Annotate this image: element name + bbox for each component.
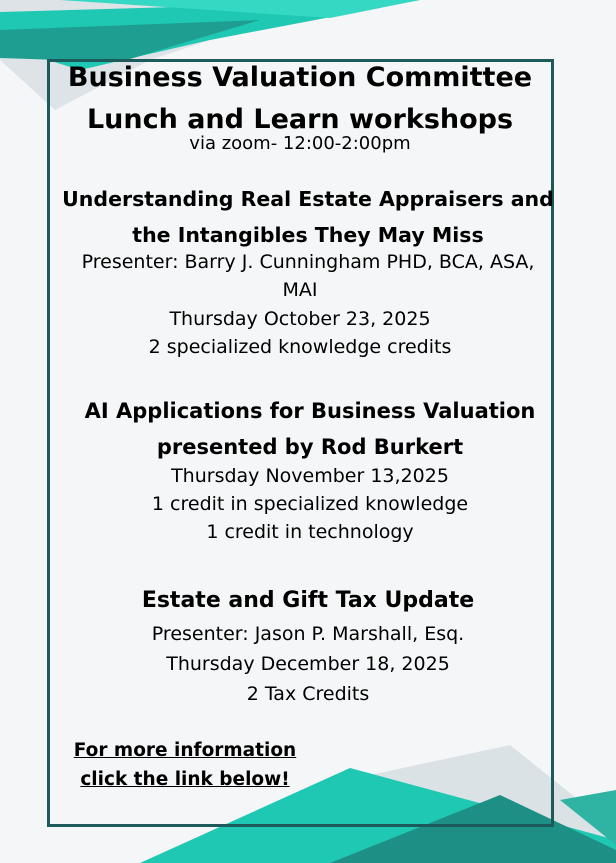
session-3-date: Thursday December 18, 2025 [166, 653, 450, 675]
session-1-date: Thursday October 23, 2025 [169, 308, 431, 330]
title-line-1: Business Valuation Committee [67, 62, 533, 93]
session-1-title [38, 181, 578, 253]
session-1-credits: 2 specialized knowledge credits [148, 336, 452, 358]
session-1-title-line-1: Understanding Real Estate Appraisers and [62, 187, 554, 211]
session-1-presenter-cont: MAI [282, 279, 318, 301]
session-1-presenter: Presenter: Barry J. Cunningham PHD, BCA, ASA, [81, 251, 535, 273]
session-2-credit-1: 1 credit in specialized knowledge [151, 493, 469, 515]
session-3-credits: 2 Tax Credits [246, 683, 370, 705]
session-3-title: Estate and Gift Tax Update [141, 588, 475, 613]
session-3-presenter: Presenter: Jason P. Marshall, Esq. [151, 623, 465, 645]
session-2-title-line-2: presented by Rod Burkert [156, 435, 464, 459]
session-2-title-line-1: AI Applications for Business Valuation [84, 399, 536, 423]
page-title [0, 57, 600, 141]
session-2-date: Thursday November 13,2025 [171, 465, 449, 487]
page-subtitle: via zoom- 12:00-2:00pm [189, 133, 411, 154]
more-info-line-2[interactable]: click the link below! [80, 769, 290, 790]
title-line-2: Lunch and Learn workshops [86, 104, 514, 135]
more-info-line-1[interactable]: For more information [73, 740, 297, 761]
session-1-title-line-2: the Intangibles They May Miss [132, 223, 484, 247]
session-2-title [60, 393, 560, 465]
more-info-link[interactable] [70, 736, 300, 794]
session-2-credit-2: 1 credit in technology [206, 521, 414, 543]
